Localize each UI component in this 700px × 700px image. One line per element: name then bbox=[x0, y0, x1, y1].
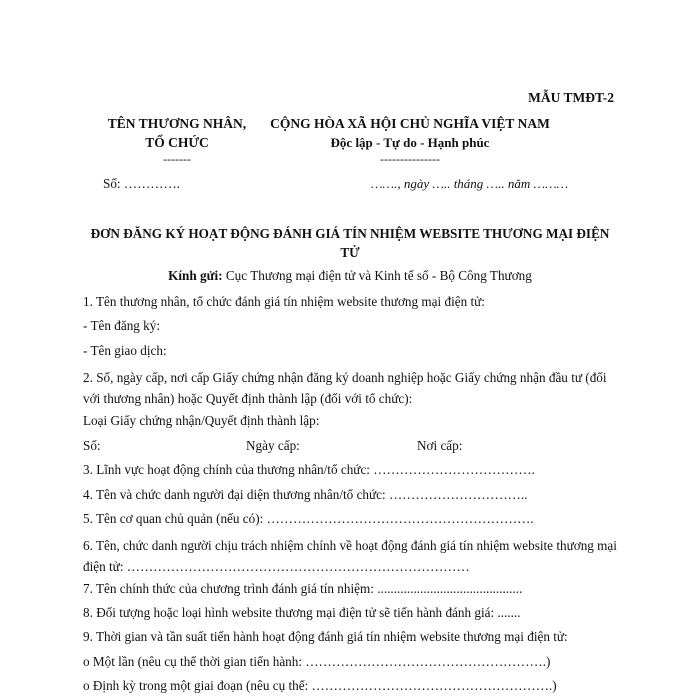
item-9: 9. Thời gian và tần suất tiến hành hoạt động đánh giá tín nhiệm website thương mại điện tử: bbox=[83, 629, 568, 644]
item-1-trade-name: - Tên giao dịch: bbox=[83, 343, 167, 358]
document-title: ĐƠN ĐĂNG KÝ HOẠT ĐỘNG ĐÁNH GIÁ TÍN NHIỆM WEBSITE THƯƠNG MẠI ĐIỆN TỬ bbox=[90, 226, 610, 260]
recipient-value: Cục Thương mại điện tử và Kinh tế số - Bộ Công Thương bbox=[222, 268, 532, 283]
recipient-line bbox=[0, 268, 700, 284]
document-number: Số: …………. bbox=[103, 176, 180, 191]
item-2-issue-date: Ngày cấp: bbox=[246, 438, 300, 453]
item-9-option-periodic: o Định kỳ trong một giai đoạn (nêu cụ thể: ……………………………………………….) bbox=[83, 678, 557, 693]
document-date: ……., ngày ….. tháng ….. năm ……… bbox=[371, 176, 569, 191]
item-2-issue-place: Nơi cấp: bbox=[417, 438, 463, 453]
item-2-number: Số: bbox=[83, 438, 101, 453]
national-motto bbox=[270, 114, 550, 166]
item-8: 8. Đối tượng hoặc loại hình website thương mại điện tử sẽ tiến hành đánh giá: ....... bbox=[83, 605, 521, 620]
item-4: 4. Tên và chức danh người đại diện thương nhân/tổ chức: ………………………….. bbox=[83, 487, 528, 502]
motto: Độc lập - Tự do - Hạnh phúc bbox=[330, 135, 490, 150]
motto-separator: --------------- bbox=[380, 152, 440, 166]
item-5: 5. Tên cơ quan chủ quản (nếu có): ……………………………………………………. bbox=[83, 511, 534, 526]
form-code: MẪU TMĐT-2 bbox=[528, 90, 614, 105]
item-9-option-once: o Một lần (nêu cụ thể thời gian tiến hành: ……………………………………………….) bbox=[83, 654, 551, 669]
item-1: 1. Tên thương nhân, tổ chức đánh giá tín nhiệm website thương mại điện tử: bbox=[83, 294, 485, 309]
item-6: 6. Tên, chức danh người chịu trách nhiệm chính về hoạt động đánh giá tín nhiệm website thương mại điện tử: …………………………………………………………………… bbox=[83, 538, 617, 574]
item-2: 2. Số, ngày cấp, nơi cấp Giấy chứng nhận đăng ký doanh nghiệp hoặc Giấy chứng nhận đầu tư (đối với thương nhân) hoặc Quyết định thành lập (đối với tổ chức): bbox=[83, 370, 607, 406]
org-name-line2: TỔ CHỨC bbox=[145, 135, 209, 150]
org-name-line1: TÊN THƯƠNG NHÂN, bbox=[107, 116, 247, 131]
item-2-certificate-type: Loại Giấy chứng nhận/Quyết định thành lập: bbox=[83, 413, 320, 428]
item-1-registered-name: - Tên đăng ký: bbox=[83, 318, 161, 333]
country-name: CỘNG HÒA XÃ HỘI CHỦ NGHĨA VIỆT NAM bbox=[270, 116, 550, 131]
item-7: 7. Tên chính thức của chương trình đánh giá tín nhiệm: ............................................ bbox=[83, 581, 523, 596]
org-separator: ------- bbox=[163, 152, 191, 166]
item-3: 3. Lĩnh vực hoạt động chính của thương nhân/tổ chức: ………………………………. bbox=[83, 462, 535, 477]
organization-header bbox=[92, 114, 262, 166]
recipient-label: Kính gửi: bbox=[168, 268, 223, 283]
